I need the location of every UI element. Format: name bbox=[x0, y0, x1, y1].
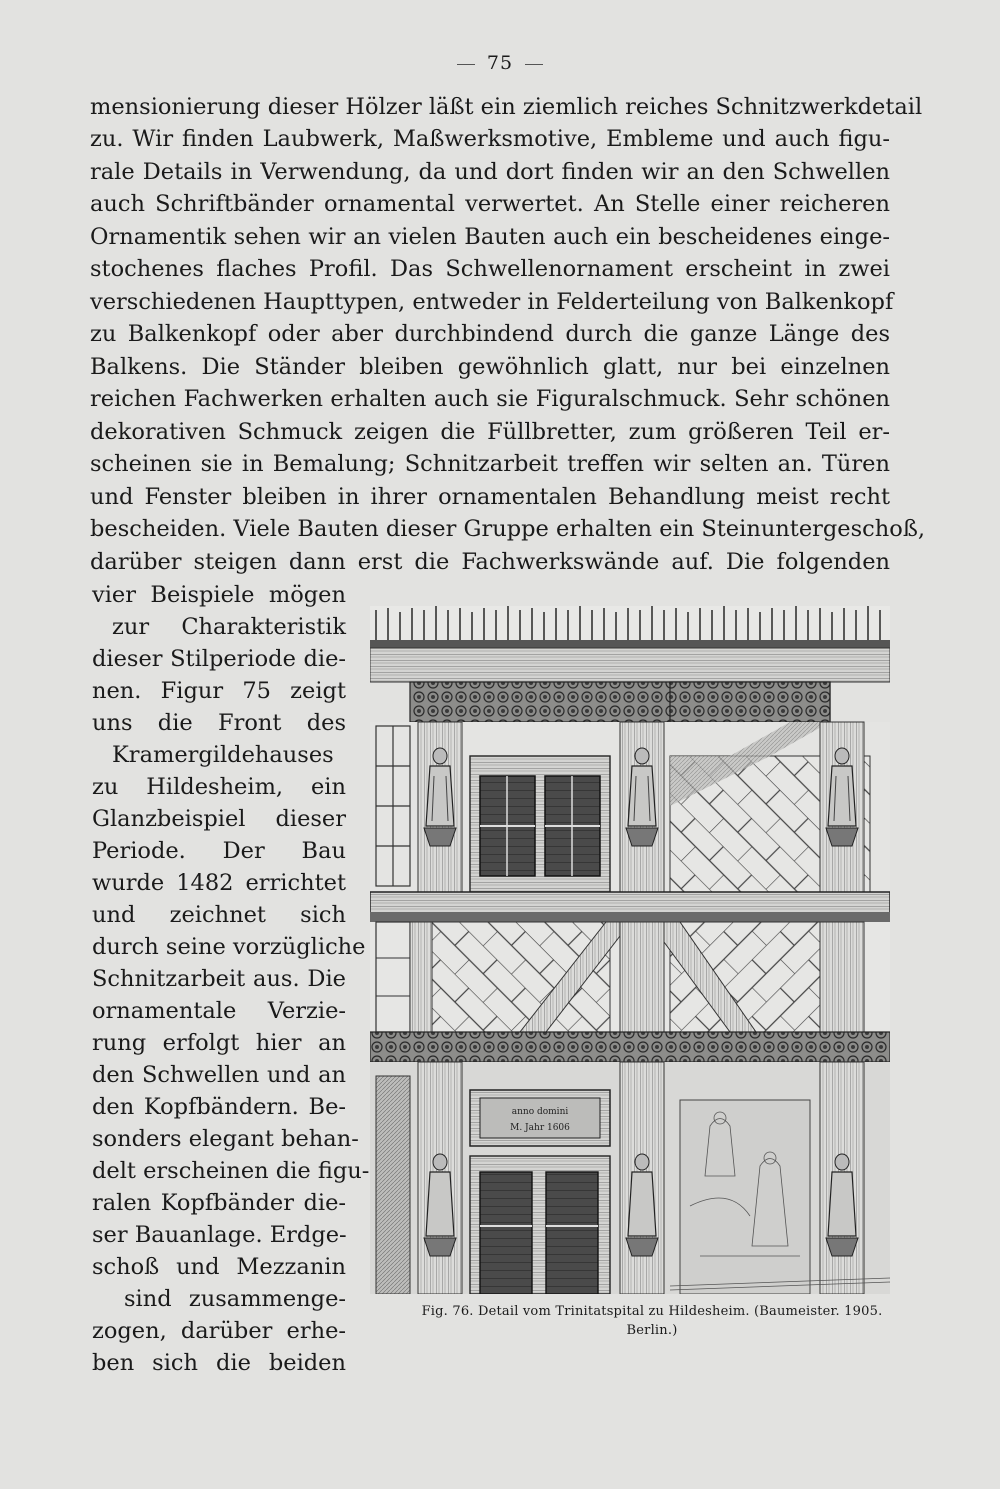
upper-window bbox=[470, 756, 610, 892]
figure-engraving bbox=[370, 606, 890, 1294]
text-line: darüber steigen dann erst die Fachwerkswände auf. Die folgenden bbox=[90, 549, 890, 575]
text-line: ralen Kopfbänder die- bbox=[92, 1190, 346, 1216]
page-number-dash-right bbox=[525, 64, 543, 65]
middle-beam bbox=[370, 892, 890, 914]
text-line: stochenes flaches Profil. Das Schwellenornament erscheint in zwei bbox=[90, 256, 890, 282]
text-line: ser Bauanlage. Erdge- bbox=[92, 1222, 347, 1248]
text-line: dekorativen Schmuck zeigen die Füllbretter, zum größeren Teil er- bbox=[90, 419, 890, 445]
figure-caption bbox=[382, 1302, 922, 1340]
page-number bbox=[0, 52, 1000, 74]
text-line: Glanzbeispiel dieser bbox=[92, 806, 346, 832]
text-line: zogen, darüber erhe- bbox=[92, 1318, 346, 1344]
text-line: dieser Stilperiode die- bbox=[92, 646, 346, 672]
ground-door bbox=[470, 1156, 610, 1294]
text-line: Ornamentik sehen wir an vielen Bauten auch ein bescheidenes einge- bbox=[90, 224, 890, 250]
text-line: zu. Wir finden Laubwerk, Maßwerksmotive, Embleme und auch figu- bbox=[90, 126, 890, 152]
text-line: verschiedenen Haupttypen, entweder in Felderteilung von Balkenkopf bbox=[90, 289, 894, 315]
roof-tiles bbox=[370, 606, 890, 648]
text-line: wurde 1482 errichtet bbox=[92, 870, 346, 896]
page-number-value: 75 bbox=[486, 52, 514, 74]
text-line: uns die Front des bbox=[92, 710, 346, 736]
text-line: durch seine vorzügliche bbox=[92, 934, 366, 960]
text-line: zu Hildesheim, ein bbox=[92, 774, 346, 800]
text-line: den Kopfbändern. Be- bbox=[92, 1094, 346, 1120]
text-line: zu Balkenkopf oder aber durchbindend durch die ganze Länge des bbox=[90, 321, 890, 347]
text-line: Schnitzarbeit aus. Die bbox=[92, 966, 346, 992]
middle-post-3 bbox=[820, 922, 864, 1032]
text-line: Kramergildehauses bbox=[112, 742, 334, 768]
middle-beam-shadow bbox=[370, 912, 890, 922]
text-line: ben sich die beiden bbox=[92, 1350, 346, 1376]
text-line: und Fenster bleiben in ihrer ornamentalen Behandlung meist recht bbox=[90, 484, 890, 510]
text-line: sind zusammenge- bbox=[124, 1286, 346, 1312]
ground-left-panel bbox=[376, 1076, 410, 1294]
half-timbered-facade-drawing bbox=[370, 606, 890, 1294]
text-line: Balkens. Die Ständer bleiben gewöhnlich glatt, nur bei einzelnen bbox=[90, 354, 890, 380]
text-line: rale Details in Verwendung, da und dort finden wir an den Schwellen bbox=[90, 159, 890, 185]
text-line: zur Charakteristik bbox=[112, 614, 346, 640]
middle-post-2 bbox=[620, 922, 664, 1032]
text-line: nen. Figur 75 zeigt bbox=[92, 678, 346, 704]
text-line: sonders elegant behan- bbox=[92, 1126, 359, 1152]
inscription-board bbox=[470, 1090, 610, 1146]
caption-line-1: Fig. 76. Detail vom Trinitatspital zu Hildesheim. (Baumeister. 1905. bbox=[421, 1304, 883, 1319]
inscription-text-1: anno domini bbox=[511, 1107, 569, 1117]
text-line: delt erscheinen die figu- bbox=[92, 1158, 370, 1184]
text-line: bescheiden. Viele Bauten dieser Gruppe erhalten ein Steinuntergeschoß, bbox=[90, 516, 925, 542]
text-line: schoß und Mezzanin bbox=[92, 1254, 346, 1280]
text-line: und zeichnet sich bbox=[92, 902, 346, 928]
middle-post-1 bbox=[410, 922, 432, 1032]
text-line: reichen Fachwerken erhalten auch sie Figuralschmuck. Sehr schönen bbox=[90, 386, 890, 412]
text-line: Periode. Der Bau bbox=[92, 838, 346, 864]
text-line: rung erfolgt hier an bbox=[92, 1030, 346, 1056]
text-line: vier Beispiele mögen bbox=[92, 582, 346, 608]
text-line: ornamentale Verzie- bbox=[92, 998, 346, 1024]
text-line: auch Schriftbänder ornamental verwertet. An Stelle einer reicheren bbox=[90, 191, 890, 217]
text-line: mensionierung dieser Hölzer läßt ein ziemlich reiches Schnitzwerkdetail bbox=[90, 94, 923, 120]
inscription-text-2: M. Jahr 1606 bbox=[510, 1123, 570, 1133]
text-line: scheinen sie in Bemalung; Schnitzarbeit treffen wir selten an. Türen bbox=[90, 451, 890, 477]
page-number-dash-left bbox=[457, 64, 475, 65]
lower-carved-beam bbox=[370, 1032, 890, 1062]
upper-carved-frieze bbox=[410, 682, 830, 722]
painted-annunciation-panel bbox=[680, 1100, 810, 1294]
eaves-beam bbox=[370, 648, 890, 682]
text-line: den Schwellen und an bbox=[92, 1062, 346, 1088]
caption-line-2: Berlin.) bbox=[626, 1323, 678, 1338]
